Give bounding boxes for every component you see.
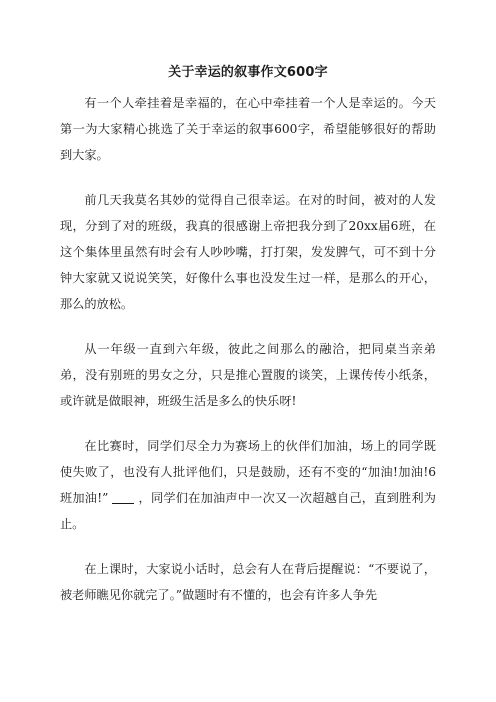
document-page (60, 64, 436, 627)
paragraph-5: 在上课时，大家说小话时，总会有人在背后提醒说：“不要说了，被老师瞧见你就完了。”做题时有不懂的，也会有许多人争先 (60, 562, 436, 602)
paragraph-4-after: ，同学们在加油声中一次又一次超越自己，直到胜利为止。 (60, 491, 436, 531)
paragraph-2: 前几天我莫名其妙的觉得自己很幸运。在对的时间，被对的人发现，分到了对的班级，我真的很感谢上帝把我分到了20xx届6班，在这个集体里虽然有时会有人吵吵嘴，打打架，发发脾气，可不到十分钟大家就又说说笑笑，好像什么事也没发生过一样，是那么的开心，那么的放松。 (60, 193, 436, 311)
paragraph-3: 从一年级一直到六年级，彼此之间那么的融洽，把同桌当亲弟弟，没有别班的男女之分，只是推心置腹的谈笑，上课传传小纸条，或许就是做眼神，班级生活是多么的快乐呀! (60, 342, 436, 408)
document-title: 关于幸运的叙事作文600字 (168, 65, 328, 80)
paragraph-4 (60, 433, 436, 537)
paragraph-4-before: 在比赛时，同学们尽全力为赛场上的伙伴们加油，场上的同学既使失败了，也没有人批评他们，只是鼓励，还有不变的“加油!加油!6班加油!” (60, 439, 436, 505)
paragraph-1: 有一个人牵挂着是幸福的，在心中牵挂着一个人是幸运的。今天第一为大家精心挑选了关于幸运的叙事600字，希望能够很好的帮助到大家。 (60, 96, 436, 162)
fill-in-blank (112, 489, 134, 504)
